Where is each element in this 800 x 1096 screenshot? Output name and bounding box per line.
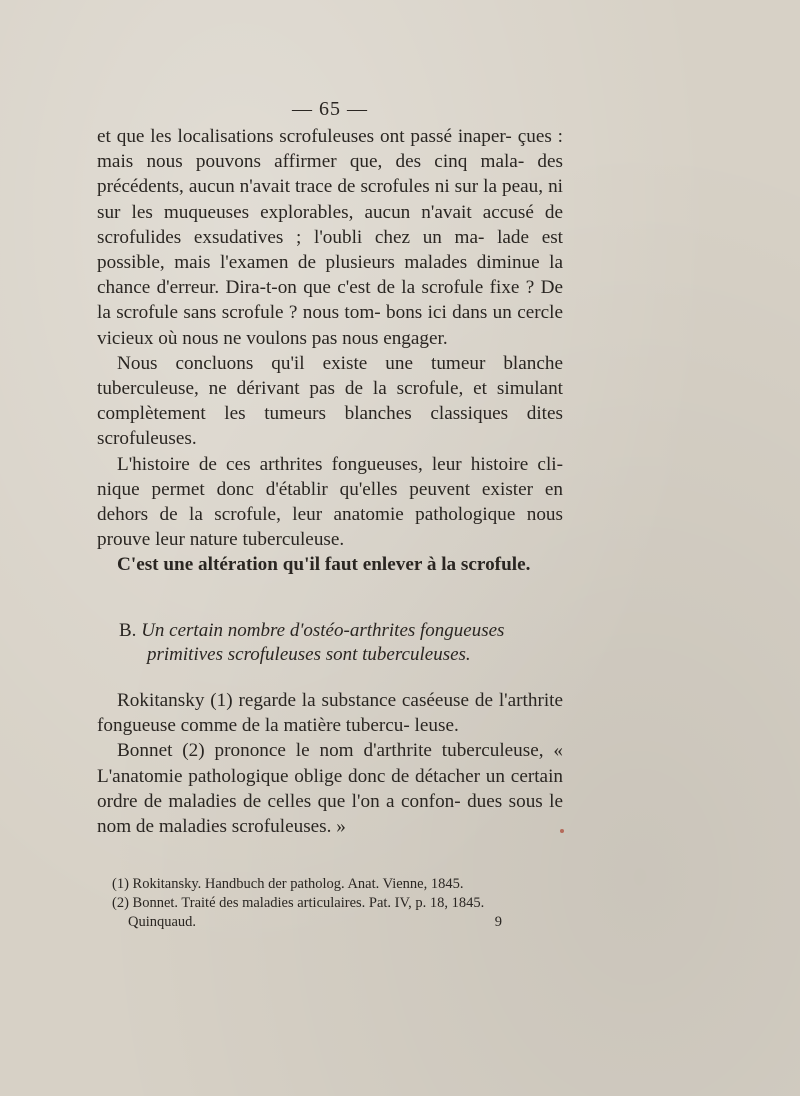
text-line: prouve leur nature tuberculeuse. bbox=[97, 529, 345, 551]
section-heading-line-1 bbox=[97, 619, 563, 643]
text-line: la peau, ni sur les muqueuses explorables, aucun n'avait bbox=[97, 176, 563, 223]
text-line: accusé de scrofulides exsudatives ; l'oubli chez un ma- bbox=[97, 201, 563, 248]
paragraph-3 bbox=[97, 452, 563, 553]
text-line: dues sous le nom de maladies scrofuleuses. » bbox=[97, 790, 564, 838]
footnote-1: (1) Rokitansky. Handbuch der patholog. Anat. Vienne, 1845. bbox=[112, 876, 464, 892]
text-line: L'histoire de ces arthrites fongueuses, leur histoire cli- bbox=[117, 453, 563, 475]
text-line: et que les localisations scrofuleuses ont passé inaper- bbox=[97, 126, 512, 147]
text-line: çues : mais nous pouvons affirmer que, des cinq mala- bbox=[97, 126, 564, 173]
footnote-2: (2) Bonnet. Traité des maladies articulaires. Pat. IV, p. 18, 1845. bbox=[112, 895, 485, 911]
text-line: nique permet donc d'établir qu'elles peuvent exister en bbox=[97, 478, 563, 500]
text-line: scrofule fixe ? De la scrofule sans scrofule ? nous tom- bbox=[97, 277, 563, 324]
section-title-2: primitives scrofuleuses sont tuberculeuses. bbox=[147, 644, 471, 665]
text-line: Rokitansky (1) regarde la substance caséeuse de bbox=[117, 690, 493, 711]
text-line: bons ici dans un cercle vicieux où nous ne voulons pas bbox=[97, 302, 563, 349]
page-number: — 65 — bbox=[292, 98, 368, 120]
signature: Quinquaud. bbox=[128, 914, 197, 930]
text-line: dehors de la scrofule, leur anatomie pathologique nous bbox=[97, 504, 563, 526]
text-line: Bonnet (2) prononce le nom d'arthrite tuberculeuse, bbox=[117, 740, 544, 762]
sheet-number: 9 bbox=[494, 914, 502, 930]
footer-line bbox=[112, 913, 552, 932]
main-text bbox=[97, 124, 563, 578]
text-line: tuberculeuse, ne dérivant pas de la scrofule, et simulant bbox=[97, 378, 563, 400]
paragraph-4: C'est une altération qu'il faut enlever à la scrofule. bbox=[117, 554, 531, 576]
text-line: complètement les tumeurs blanches classiques dites bbox=[97, 403, 563, 425]
ink-speck bbox=[560, 829, 564, 833]
text-line: des précédents, aucun n'avait trace de scrofules ni sur bbox=[97, 151, 563, 198]
text-line: Nous concluons qu'il existe une tumeur blanche bbox=[117, 352, 563, 374]
text-line: nous engager. bbox=[342, 327, 448, 349]
paragraph-2 bbox=[97, 351, 563, 452]
section-title-1: Un certain nombre d'ostéo-arthrites fongueuses bbox=[141, 620, 505, 641]
text-line: leuse. bbox=[414, 715, 459, 737]
text-line: l'arthrite fongueuse comme de la matière tubercu- bbox=[97, 690, 564, 737]
paragraph-6 bbox=[97, 738, 563, 839]
text-line: certain ordre de maladies de celles que l'on a confon- bbox=[97, 765, 563, 812]
section-heading bbox=[97, 619, 563, 667]
text-line: lade est possible, mais l'examen de plusieurs malades bbox=[97, 226, 564, 274]
footnotes bbox=[112, 875, 552, 932]
section-letter: B. bbox=[119, 620, 137, 641]
paragraph-5 bbox=[97, 688, 563, 738]
text-line: diminue la chance d'erreur. Dira-t-on que c'est de la bbox=[97, 252, 564, 299]
paragraph-1 bbox=[97, 124, 563, 351]
text-line: scrofuleuses. bbox=[97, 428, 197, 450]
main-text-2 bbox=[97, 688, 563, 839]
text-line: « L'anatomie pathologique oblige donc de détacher un bbox=[97, 740, 564, 787]
